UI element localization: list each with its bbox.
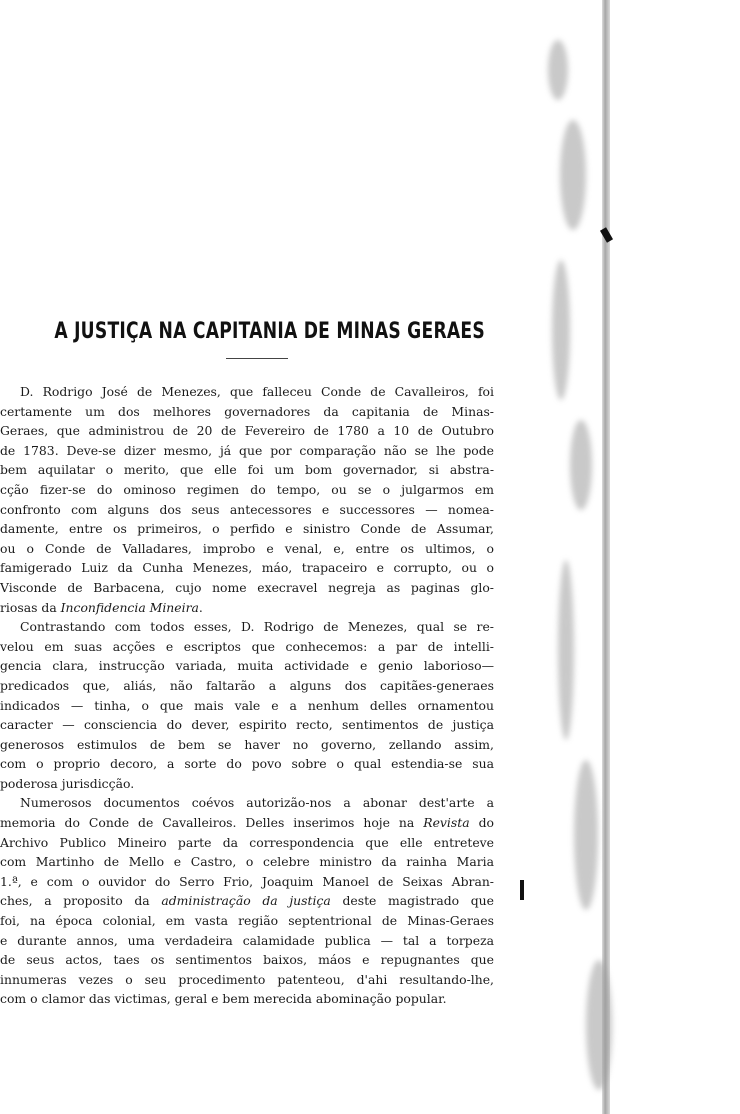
text-line: innumeras vezes o seu procedimento patenteou, d'ahi resultando-lhe, xyxy=(0,971,494,987)
text-line: memoria do Conde de Cavalleiros. Delles inserimos hoje na Revista do xyxy=(0,815,494,831)
text-line: 1.ª, e com o ouvidor do Serro Frio, Joaquim Manoel de Seixas Abran- xyxy=(0,873,494,889)
scan-blot xyxy=(570,420,592,510)
text-line: foi, na época colonial, em vasta região septentrional de Minas-Geraes xyxy=(0,913,494,929)
text-line: velou em suas acções e escriptos que conhecemos: a par de intelli- xyxy=(0,638,494,654)
text-line: predicados que, aliás, não faltarão a alguns dos capitães-generaes xyxy=(0,677,494,693)
text-line: Archivo Publico Mineiro parte da correspondencia que elle entreteve xyxy=(0,834,494,850)
ink-mark xyxy=(520,880,524,900)
title-divider-gap xyxy=(200,358,226,360)
text-line: Visconde de Barbacena, cujo nome execravel negreja as paginas glo- xyxy=(0,579,494,595)
scan-blot xyxy=(574,760,598,910)
text-line: poderosa jurisdicção. xyxy=(0,775,135,791)
text-line: ches, a proposito da administração da justiça deste magistrado que xyxy=(0,893,494,909)
text-line: com Martinho de Mello e Castro, o celebre ministro da rainha Maria xyxy=(0,854,494,870)
text-line: com o proprio decoro, a sorte do povo sobre o qual estendia-se sua xyxy=(0,756,494,772)
text-line: certamente um dos melhores governadores da capitania de Minas- xyxy=(0,403,494,419)
text-line: de 1783. Deve-se dizer mesmo, já que por comparação não se lhe pode xyxy=(0,442,494,458)
scan-blot xyxy=(558,560,574,740)
italic-phrase: Revista xyxy=(423,815,470,831)
text-line: famigerado Luiz da Cunha Menezes, máo, trapaceiro e corrupto, ou o xyxy=(0,560,494,576)
text-line: riosas da Inconfidencia Mineira. xyxy=(0,599,203,615)
text-line: caracter — consciencia do dever, espirito recto, sentimentos de justiça xyxy=(0,717,494,733)
text-line: de seus actos, taes os sentimentos baixos, máos e repugnantes que xyxy=(0,952,494,968)
text-line: e durante annos, uma verdadeira calamidade publica — tal a torpeza xyxy=(0,932,494,948)
scan-blot xyxy=(548,40,568,100)
text-line: Numerosos documentos coévos autorizão-nos a abonar dest'arte a xyxy=(20,795,494,811)
text-line: D. Rodrigo José de Menezes, que falleceu Conde de Cavalleiros, foi xyxy=(20,384,494,399)
text-line: Geraes, que administrou de 20 de Fevereiro de 1780 a 10 de Outubro xyxy=(0,423,494,439)
text-line: ou o Conde de Valladares, improbo e venal, e, entre os ultimos, o xyxy=(0,540,494,556)
italic-phrase: administração da justiça xyxy=(161,893,331,909)
text-line: damente, entre os primeiros, o perfido e sinistro Conde de Assumar, xyxy=(0,521,494,537)
italic-phrase: Inconfidencia Mineira xyxy=(60,599,199,615)
text-line: com o clamor das victimas, geral e bem merecida abominação popular. xyxy=(0,991,447,1007)
scan-blot xyxy=(560,120,586,230)
text-line: gencia clara, instrucção variada, muita actividade e genio laborioso— xyxy=(0,658,494,674)
text-line: indicados — tinha, o que mais vale e a nenhum delles ornamentou xyxy=(0,697,494,713)
text-line: generosos estimulos de bem se haver no governo, zellando assim, xyxy=(0,736,494,752)
text-line: confronto com alguns dos seus antecessores e successores — nomea- xyxy=(0,501,494,517)
text-line: Contrastando com todos esses, D. Rodrigo de Menezes, qual se re- xyxy=(20,619,494,635)
article-body xyxy=(0,382,494,1009)
article-title: A JUSTIÇA NA CAPITANIA DE MINAS GERAES xyxy=(54,318,485,344)
text-line: bem aquilatar o merito, que elle foi um bom governador, si abstra- xyxy=(0,462,494,478)
scan-blot xyxy=(586,960,612,1090)
text-line: cção fizer-se do ominoso regimen do tempo, ou se o julgarmos em xyxy=(0,481,494,497)
scan-blot xyxy=(552,260,570,400)
binding-edge-shadow xyxy=(602,0,610,1114)
